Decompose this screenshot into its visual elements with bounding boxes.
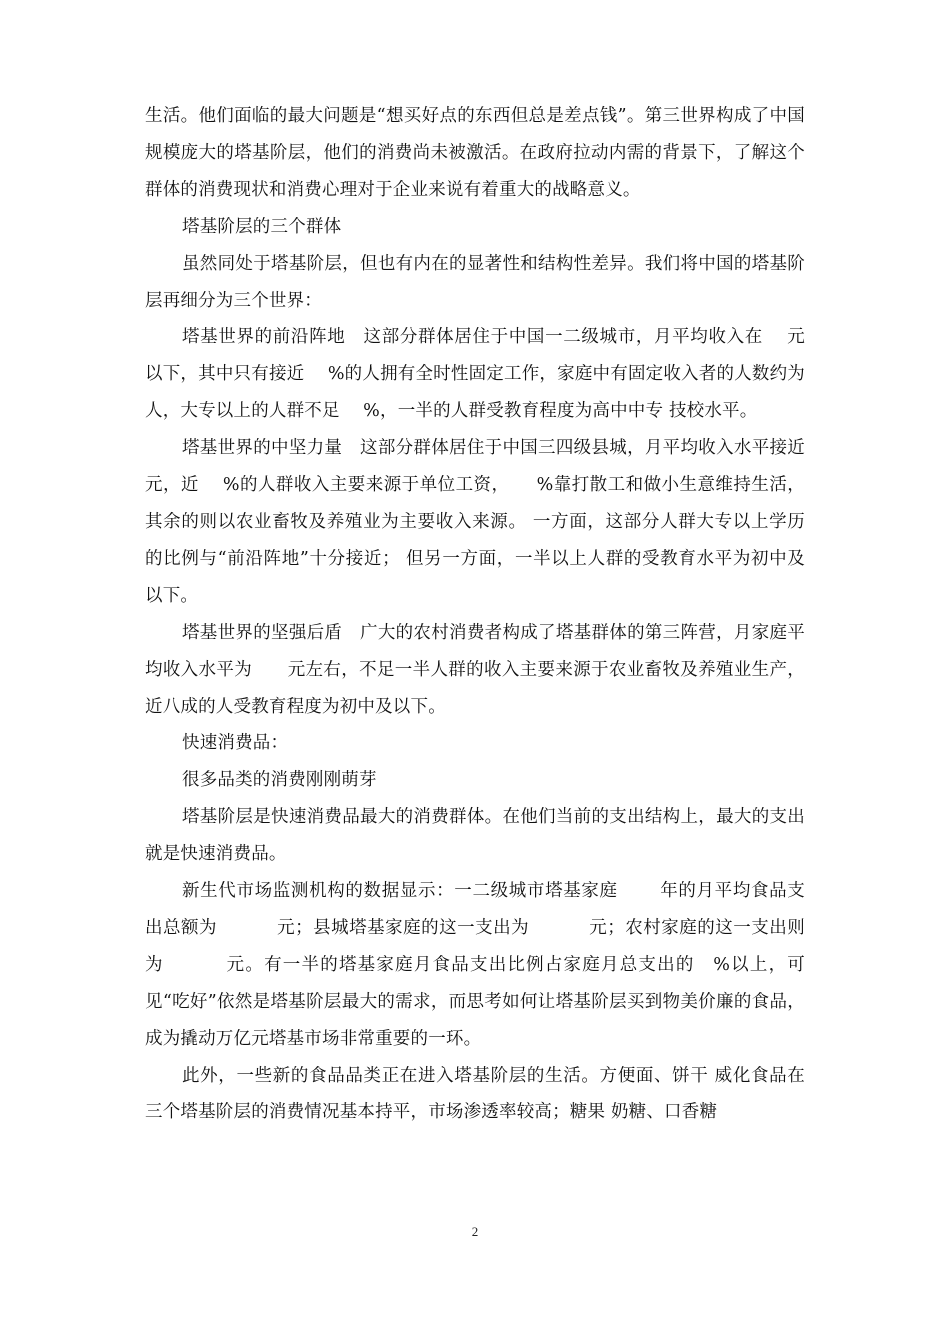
paragraph: 塔基阶层是快速消费品最大的消费群体。在他们当前的支出结构上，最大的支出就是快速消费品。: [145, 807, 805, 865]
paragraph: 塔基世界的前沿阵地 这部分群体居住于中国一二级城市，月平均收入在 元以下，其中只有接近 %的人拥有全时性固定工作，家庭中有固定收入者的人数约为 人，大专以上的人群不足 %，一半的人群受教育程度为高中中专 技校水平。: [145, 327, 823, 422]
paragraph: 塔基世界的中坚力量 这部分群体居住于中国三四级县城，月平均收入水平接近 元，近 %的人群收入主要来源于单位工资， %靠打散工和做小生意维持生活，其余的则以农业畜牧及养殖业为主要收入来源。 一方面，这部分人群大专以上学历的比例与“前沿阵地”十分接近； 但另一方面，一半以上人群的受教育水平为初中及以下。: [145, 438, 847, 606]
page-number: 2: [471, 1224, 479, 1239]
paragraph: 很多品类的消费刚刚萌芽: [182, 770, 377, 791]
paragraph: 生活。他们面临的最大问题是“想买好点的东西但总是差点钱”。第三世界构成了中国规模庞大的塔基阶层，他们的消费尚未被激活。在政府拉动内需的背景下，了解这个群体的消费现状和消费心理对于企业来说有着重大的战略意义。: [145, 106, 805, 200]
body-text: [145, 98, 847, 1131]
paragraph: 虽然同处于塔基阶层，但也有内在的显著性和结构性差异。我们将中国的塔基阶层再细分为三个世界：: [145, 253, 805, 311]
paragraph: 塔基阶层的三个群体: [182, 216, 342, 237]
paragraph: 新生代市场监测机构的数据显示：一二级城市塔基家庭 年的月平均食品支出总额为 元；县城塔基家庭的这一支出为 元；农村家庭的这一支出则为 元。有一半的塔基家庭月食品支出比例占家庭月总支出的 %以上，可见“吃好”依然是塔基阶层最大的需求，而思考如何让塔基阶层买到物美价廉的食品，成为撬动万亿元塔基市场非常重要的一环。: [145, 881, 805, 1049]
paragraph: 此外，一些新的食品品类正在进入塔基阶层的生活。方便面、饼干 威化食品在三个塔基阶层的消费情况基本持平，市场渗透率较高；糖果 奶糖、口香糖: [145, 1065, 805, 1123]
paragraph: 塔基世界的坚强后盾 广大的农村消费者构成了塔基群体的第三阵营，月家庭平均收入水平为 元左右，不足一半人群的收入主要来源于农业畜牧及养殖业生产，近八成的人受教育程度为初中及以下。: [145, 622, 805, 717]
paragraph: 快速消费品：: [182, 733, 289, 754]
